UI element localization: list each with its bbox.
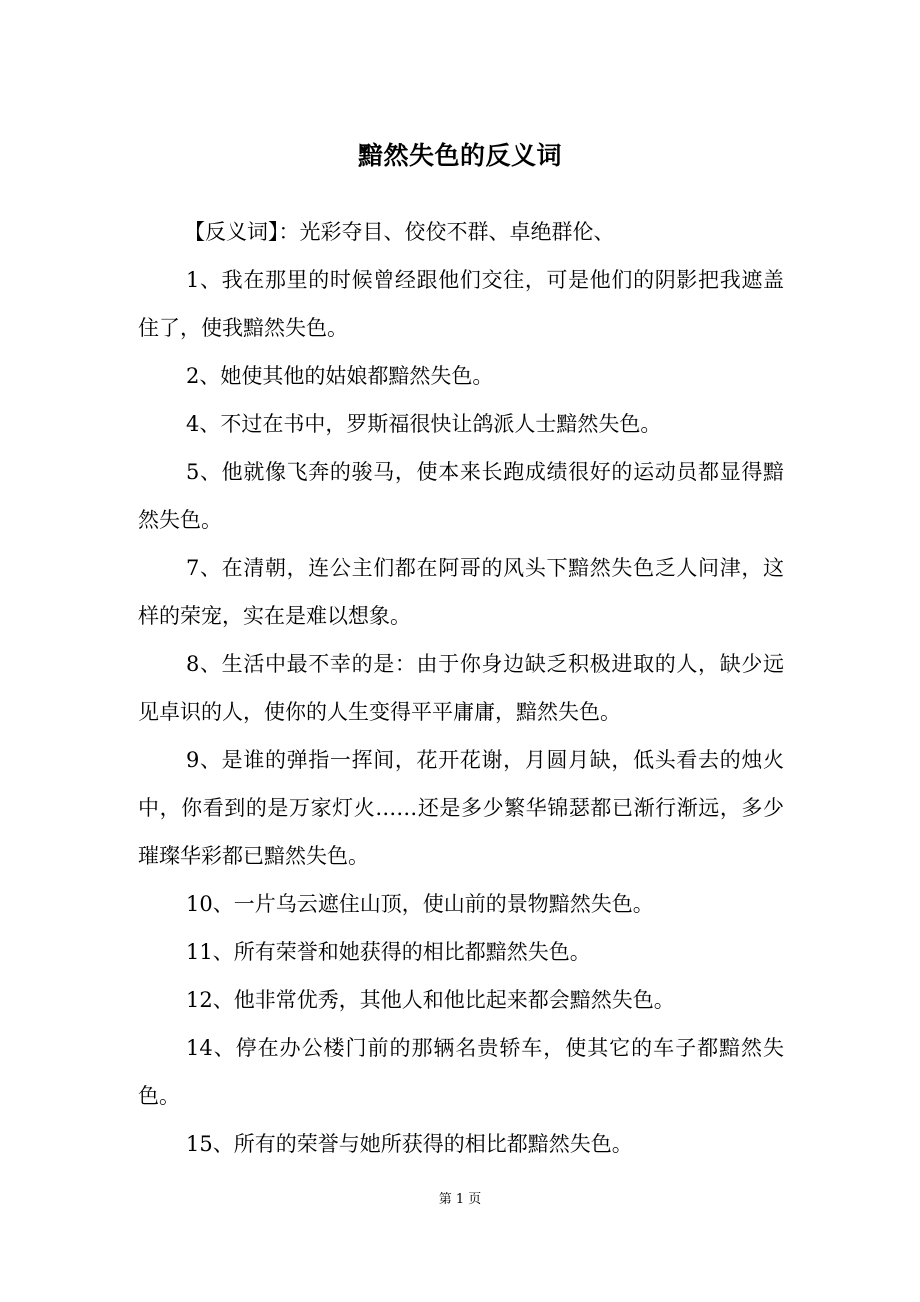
example-sentence-2: 2、她使其他的姑娘都黯然失色。 <box>186 364 494 388</box>
example-sentence-10: 10、一片乌云遮住山顶，使山前的景物黯然失色。 <box>186 892 654 916</box>
example-sentence-7: 7、在清朝，连公主们都在阿哥的风头下黯然失色乏人问津，这样的荣宠，实在是难以想象。 <box>138 556 784 628</box>
example-sentence-9: 9、是谁的弹指一挥间，花开花谢，月圆月缺，低头看去的烛火中，你看到的是万家灯火……还是多少繁华锦瑟都已渐行渐远，多少璀璨华彩都已黯然失色。 <box>138 748 784 868</box>
example-sentence-8: 8、生活中最不幸的是：由于你身边缺乏积极进取的人，缺少远见卓识的人，使你的人生变得平平庸庸，黯然失色。 <box>138 652 784 724</box>
page-title: 黯然失色的反义词 <box>357 141 562 170</box>
example-sentence-12: 12、他非常优秀，其他人和他比起来都会黯然失色。 <box>186 988 675 1012</box>
page-number: 第 1 页 <box>438 1192 482 1207</box>
antonym-line: 【反义词】：光彩夺目、佼佼不群、卓绝群伦、 <box>184 220 615 244</box>
example-sentence-14: 14、停在办公楼门前的那辆名贵轿车，使其它的车子都黯然失色。 <box>138 1036 784 1108</box>
example-sentence-4: 4、不过在书中，罗斯福很快让鸽派人士黯然失色。 <box>186 412 662 436</box>
example-sentence-11: 11、所有荣誉和她获得的相比都黯然失色。 <box>186 940 591 964</box>
example-sentence-15: 15、所有的荣誉与她所获得的相比都黯然失色。 <box>186 1132 633 1156</box>
example-sentence-1: 1、我在那里的时候曾经跟他们交往，可是他们的阴影把我遮盖住了，使我黯然失色。 <box>138 268 784 340</box>
example-sentence-5: 5、他就像飞奔的骏马，使本来长跑成绩很好的运动员都显得黯然失色。 <box>138 460 784 532</box>
document-body <box>138 208 784 1168</box>
